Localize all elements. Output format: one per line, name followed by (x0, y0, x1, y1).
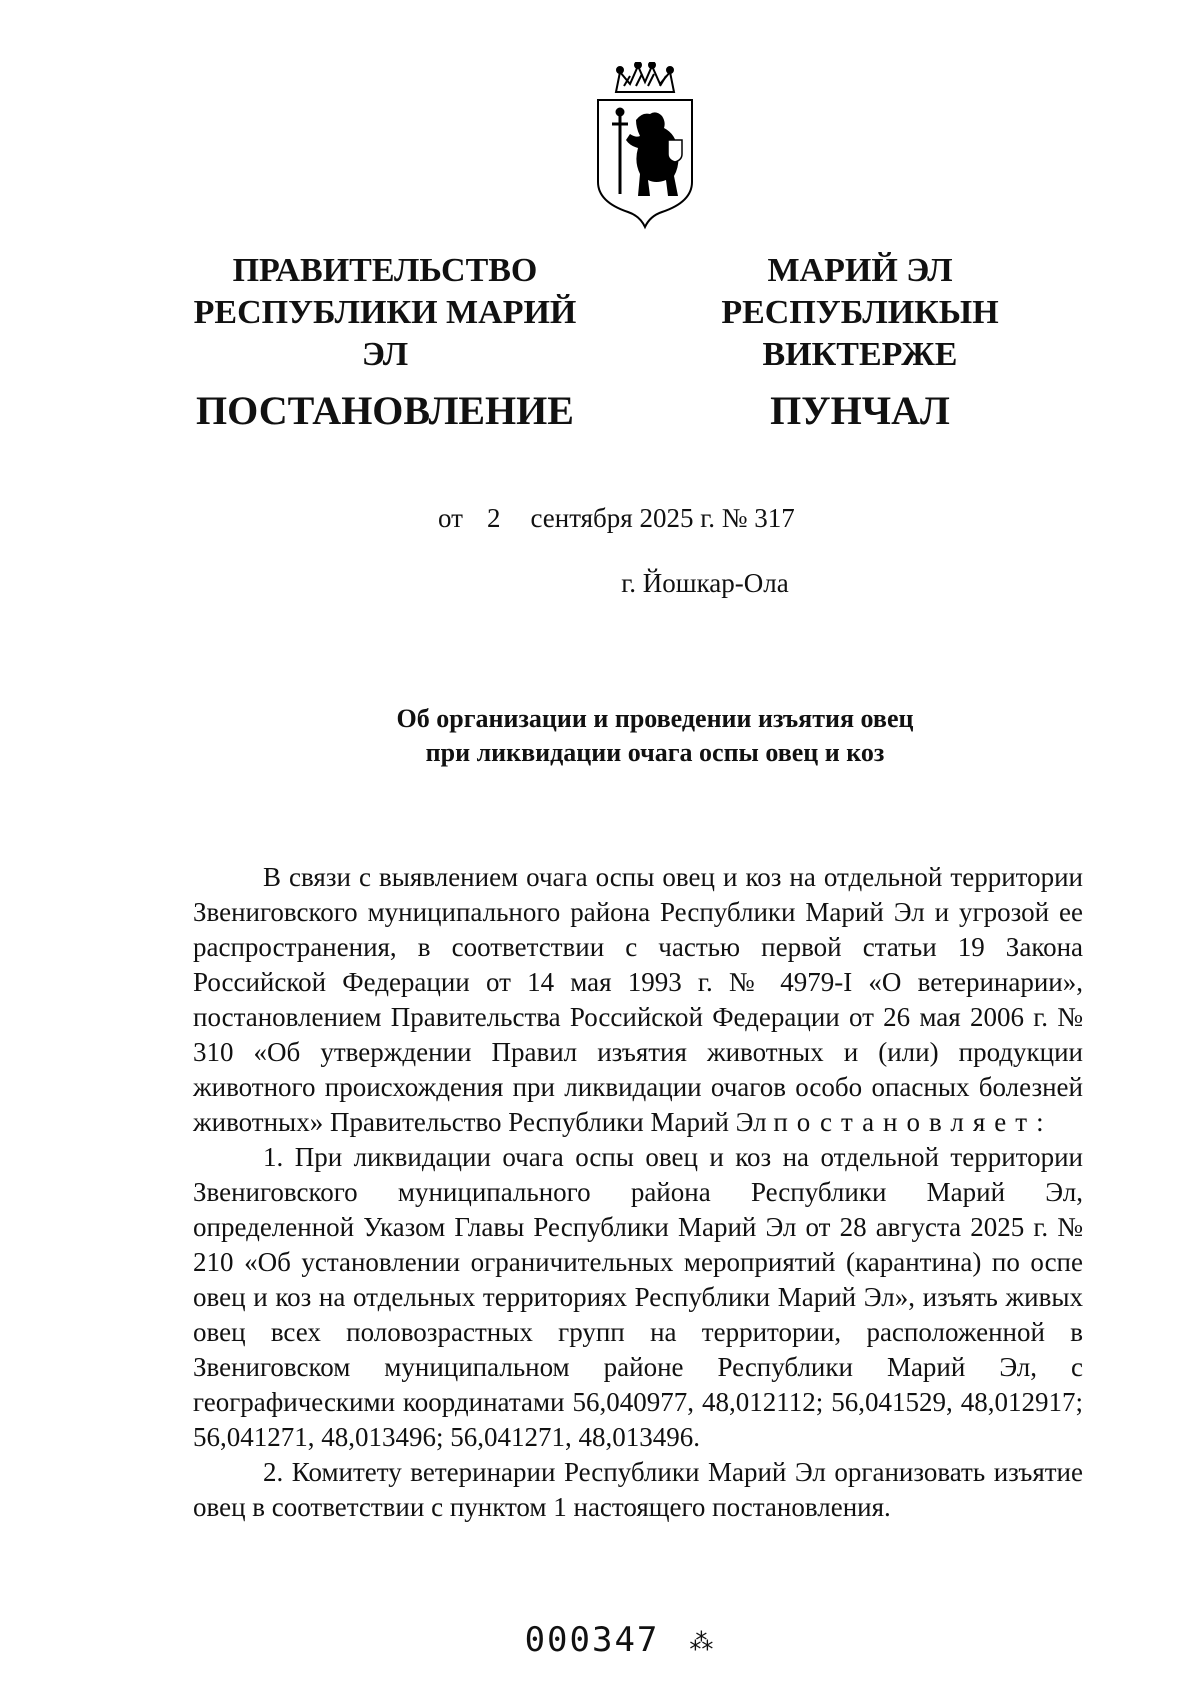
date-prefix: от (438, 503, 463, 533)
org-name-mari-line2: ВИКТЕРЖЕ (762, 336, 958, 373)
date-line (438, 503, 795, 534)
intro-text: В связи с выявлением очага оспы овец и коз на отдельной территории Звениговского муниципального района Республики Марий Эл и угрозой ее распространения, в соответствии с частью первой статьи 19 Закона Российской Федерации от 14 мая 1993 г. № 4979-I «О ветеринарии», постановлением Правительства Российской Федерации от 26 мая 2006 г. № 310 «Об утверждении Правил изъятия животных и (или) продукции животного происхождения при ликвидации очагов особо опасных болезней животных» Правительство Республики Марий Эл (193, 862, 1083, 1137)
item-1: 1. При ликвидации очага оспы овец и коз на отдельной территории Звениговского муниципального района Республики Марий Эл, определенной Указом Главы Республики Марий Эл от 28 августа 2025 г. № 210 «Об установлении ограничительных мероприятий (карантина) по оспе овец и коз на отдельных территориях Республики Марий Эл», изъять живых овец всех половозрастных групп на территории, расположенной в Звениговском муниципальном районе Республики Марий Эл, с географическими координатами 56,040977, 48,012112; 56,041529, 48,012917; 56,041271, 48,013496; 56,041271, 48,013496. (193, 1142, 1083, 1452)
intro-paragraph (193, 860, 1083, 1140)
date-rest: сентября 2025 г. № 317 (530, 503, 795, 533)
org-name-line1: ПРАВИТЕЛЬСТВО (232, 252, 538, 289)
document-title (340, 702, 970, 770)
org-name-mari-line1: МАРИЙ ЭЛ РЕСПУБЛИКЫН (721, 252, 999, 331)
footer (0, 1620, 1200, 1660)
doc-type: ПОСТАНОВЛЕНИЕ (196, 388, 574, 433)
city: г. Йошкар-Ола (621, 568, 789, 598)
date-day: 2 (486, 503, 501, 533)
footer-mark-icon: ⁂ (689, 1627, 716, 1656)
title-line1: Об организации и проведении изъятия овец (396, 704, 914, 733)
coat-of-arms-icon (590, 62, 700, 237)
decree-word: постановляет: (773, 1107, 1053, 1137)
doc-type-mari: ПУНЧАЛ (770, 388, 950, 433)
title-line2: при ликвидации очага оспы овец и коз (425, 738, 885, 767)
header-left (175, 250, 595, 438)
document-body (193, 860, 1083, 1525)
header-right (650, 250, 1070, 438)
item-2: 2. Комитету ветеринарии Республики Марий Эл организовать изъятие овец в соответствии с пунктом 1 настоящего постановления. (193, 1457, 1083, 1522)
org-name-line2: РЕСПУБЛИКИ МАРИЙ ЭЛ (193, 294, 577, 373)
serial-number: 000347 (524, 1620, 660, 1660)
